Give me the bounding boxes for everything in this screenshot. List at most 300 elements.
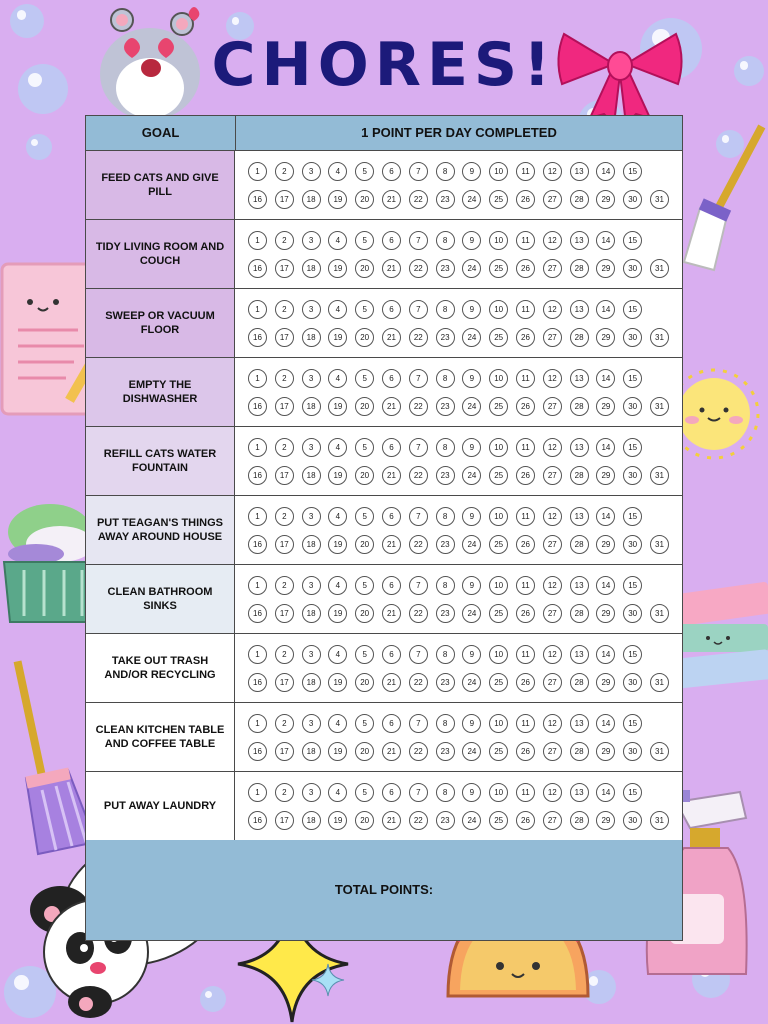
day-circle[interactable]: 4: [328, 576, 347, 595]
day-circle[interactable]: 15: [623, 300, 642, 319]
day-circle[interactable]: 10: [489, 507, 508, 526]
day-circle[interactable]: 31: [650, 397, 669, 416]
day-circle[interactable]: 27: [543, 604, 562, 623]
day-circle[interactable]: 20: [355, 190, 374, 209]
day-circle[interactable]: 14: [596, 162, 615, 181]
day-circle[interactable]: 4: [328, 438, 347, 457]
day-circle[interactable]: 12: [543, 783, 562, 802]
day-circle[interactable]: 24: [462, 535, 481, 554]
day-circle[interactable]: 1: [248, 300, 267, 319]
day-circle[interactable]: 18: [302, 811, 321, 830]
day-circle[interactable]: 5: [355, 714, 374, 733]
day-circle[interactable]: 8: [436, 300, 455, 319]
day-circle[interactable]: 2: [275, 783, 294, 802]
day-circle[interactable]: 16: [248, 397, 267, 416]
day-circle[interactable]: 3: [302, 162, 321, 181]
day-circle[interactable]: 10: [489, 714, 508, 733]
day-circle[interactable]: 25: [489, 466, 508, 485]
day-circle[interactable]: 30: [623, 328, 642, 347]
day-circle[interactable]: 18: [302, 742, 321, 761]
day-circle[interactable]: 29: [596, 811, 615, 830]
day-circle[interactable]: 13: [570, 783, 589, 802]
day-circle[interactable]: 18: [302, 397, 321, 416]
day-circle[interactable]: 25: [489, 328, 508, 347]
day-circle[interactable]: 18: [302, 328, 321, 347]
day-circle[interactable]: 13: [570, 162, 589, 181]
day-circle[interactable]: 11: [516, 231, 535, 250]
day-circle[interactable]: 31: [650, 604, 669, 623]
day-circle[interactable]: 23: [436, 397, 455, 416]
day-circle[interactable]: 26: [516, 604, 535, 623]
day-circle[interactable]: 6: [382, 576, 401, 595]
day-circle[interactable]: 26: [516, 328, 535, 347]
day-circle[interactable]: 14: [596, 645, 615, 664]
day-circle[interactable]: 22: [409, 535, 428, 554]
day-circle[interactable]: 19: [328, 328, 347, 347]
day-circle[interactable]: 12: [543, 576, 562, 595]
day-circle[interactable]: 11: [516, 714, 535, 733]
day-circle[interactable]: 20: [355, 673, 374, 692]
day-circle[interactable]: 1: [248, 369, 267, 388]
day-circle[interactable]: 10: [489, 576, 508, 595]
day-circle[interactable]: 17: [275, 466, 294, 485]
day-circle[interactable]: 6: [382, 162, 401, 181]
day-circle[interactable]: 16: [248, 535, 267, 554]
day-circle[interactable]: 16: [248, 811, 267, 830]
day-circle[interactable]: 4: [328, 369, 347, 388]
day-circle[interactable]: 21: [382, 535, 401, 554]
day-circle[interactable]: 9: [462, 369, 481, 388]
day-circle[interactable]: 19: [328, 742, 347, 761]
day-circle[interactable]: 3: [302, 714, 321, 733]
day-circle[interactable]: 27: [543, 328, 562, 347]
day-circle[interactable]: 22: [409, 604, 428, 623]
day-circle[interactable]: 15: [623, 645, 642, 664]
day-circle[interactable]: 25: [489, 397, 508, 416]
day-circle[interactable]: 20: [355, 811, 374, 830]
day-circle[interactable]: 28: [570, 811, 589, 830]
day-circle[interactable]: 5: [355, 162, 374, 181]
day-circle[interactable]: 2: [275, 576, 294, 595]
day-circle[interactable]: 20: [355, 328, 374, 347]
day-circle[interactable]: 27: [543, 190, 562, 209]
day-circle[interactable]: 20: [355, 535, 374, 554]
day-circle[interactable]: 18: [302, 535, 321, 554]
day-circle[interactable]: 14: [596, 714, 615, 733]
day-circle[interactable]: 10: [489, 438, 508, 457]
day-circle[interactable]: 2: [275, 231, 294, 250]
day-circle[interactable]: 27: [543, 673, 562, 692]
day-circle[interactable]: 3: [302, 438, 321, 457]
day-circle[interactable]: 26: [516, 535, 535, 554]
day-circle[interactable]: 31: [650, 673, 669, 692]
day-circle[interactable]: 9: [462, 507, 481, 526]
day-circle[interactable]: 19: [328, 535, 347, 554]
day-circle[interactable]: 12: [543, 507, 562, 526]
day-circle[interactable]: 13: [570, 438, 589, 457]
day-circle[interactable]: 7: [409, 438, 428, 457]
day-circle[interactable]: 5: [355, 438, 374, 457]
day-circle[interactable]: 21: [382, 604, 401, 623]
day-circle[interactable]: 24: [462, 742, 481, 761]
day-circle[interactable]: 17: [275, 604, 294, 623]
day-circle[interactable]: 19: [328, 811, 347, 830]
day-circle[interactable]: 13: [570, 300, 589, 319]
day-circle[interactable]: 28: [570, 466, 589, 485]
day-circle[interactable]: 17: [275, 742, 294, 761]
day-circle[interactable]: 6: [382, 438, 401, 457]
day-circle[interactable]: 18: [302, 466, 321, 485]
day-circle[interactable]: 19: [328, 604, 347, 623]
day-circle[interactable]: 11: [516, 300, 535, 319]
day-circle[interactable]: 4: [328, 714, 347, 733]
day-circle[interactable]: 5: [355, 369, 374, 388]
day-circle[interactable]: 3: [302, 645, 321, 664]
day-circle[interactable]: 31: [650, 811, 669, 830]
day-circle[interactable]: 18: [302, 673, 321, 692]
day-circle[interactable]: 26: [516, 190, 535, 209]
day-circle[interactable]: 27: [543, 742, 562, 761]
day-circle[interactable]: 29: [596, 190, 615, 209]
day-circle[interactable]: 30: [623, 397, 642, 416]
day-circle[interactable]: 17: [275, 328, 294, 347]
day-circle[interactable]: 1: [248, 438, 267, 457]
day-circle[interactable]: 25: [489, 190, 508, 209]
day-circle[interactable]: 30: [623, 535, 642, 554]
day-circle[interactable]: 23: [436, 259, 455, 278]
day-circle[interactable]: 16: [248, 259, 267, 278]
day-circle[interactable]: 28: [570, 673, 589, 692]
day-circle[interactable]: 15: [623, 714, 642, 733]
day-circle[interactable]: 2: [275, 645, 294, 664]
day-circle[interactable]: 7: [409, 507, 428, 526]
day-circle[interactable]: 6: [382, 714, 401, 733]
day-circle[interactable]: 27: [543, 811, 562, 830]
day-circle[interactable]: 11: [516, 369, 535, 388]
day-circle[interactable]: 16: [248, 328, 267, 347]
day-circle[interactable]: 26: [516, 811, 535, 830]
day-circle[interactable]: 15: [623, 783, 642, 802]
day-circle[interactable]: 10: [489, 231, 508, 250]
day-circle[interactable]: 9: [462, 714, 481, 733]
day-circle[interactable]: 12: [543, 162, 562, 181]
day-circle[interactable]: 31: [650, 328, 669, 347]
day-circle[interactable]: 29: [596, 466, 615, 485]
day-circle[interactable]: 2: [275, 438, 294, 457]
day-circle[interactable]: 7: [409, 714, 428, 733]
day-circle[interactable]: 3: [302, 369, 321, 388]
day-circle[interactable]: 8: [436, 438, 455, 457]
day-circle[interactable]: 9: [462, 438, 481, 457]
day-circle[interactable]: 10: [489, 162, 508, 181]
day-circle[interactable]: 11: [516, 507, 535, 526]
day-circle[interactable]: 9: [462, 783, 481, 802]
day-circle[interactable]: 2: [275, 507, 294, 526]
day-circle[interactable]: 21: [382, 328, 401, 347]
day-circle[interactable]: 1: [248, 783, 267, 802]
day-circle[interactable]: 24: [462, 328, 481, 347]
day-circle[interactable]: 14: [596, 231, 615, 250]
day-circle[interactable]: 21: [382, 190, 401, 209]
day-circle[interactable]: 21: [382, 811, 401, 830]
day-circle[interactable]: 17: [275, 397, 294, 416]
day-circle[interactable]: 14: [596, 576, 615, 595]
day-circle[interactable]: 19: [328, 190, 347, 209]
day-circle[interactable]: 29: [596, 328, 615, 347]
day-circle[interactable]: 3: [302, 576, 321, 595]
day-circle[interactable]: 31: [650, 190, 669, 209]
day-circle[interactable]: 27: [543, 535, 562, 554]
day-circle[interactable]: 10: [489, 300, 508, 319]
day-circle[interactable]: 6: [382, 231, 401, 250]
day-circle[interactable]: 25: [489, 604, 508, 623]
day-circle[interactable]: 15: [623, 231, 642, 250]
day-circle[interactable]: 9: [462, 231, 481, 250]
day-circle[interactable]: 16: [248, 742, 267, 761]
day-circle[interactable]: 17: [275, 190, 294, 209]
day-circle[interactable]: 22: [409, 328, 428, 347]
day-circle[interactable]: 24: [462, 259, 481, 278]
day-circle[interactable]: 7: [409, 162, 428, 181]
day-circle[interactable]: 20: [355, 742, 374, 761]
day-circle[interactable]: 6: [382, 645, 401, 664]
day-circle[interactable]: 17: [275, 535, 294, 554]
day-circle[interactable]: 28: [570, 190, 589, 209]
day-circle[interactable]: 14: [596, 507, 615, 526]
day-circle[interactable]: 28: [570, 259, 589, 278]
day-circle[interactable]: 2: [275, 162, 294, 181]
day-circle[interactable]: 10: [489, 645, 508, 664]
day-circle[interactable]: 13: [570, 507, 589, 526]
day-circle[interactable]: 23: [436, 535, 455, 554]
day-circle[interactable]: 24: [462, 466, 481, 485]
day-circle[interactable]: 16: [248, 673, 267, 692]
day-circle[interactable]: 5: [355, 300, 374, 319]
day-circle[interactable]: 16: [248, 604, 267, 623]
day-circle[interactable]: 23: [436, 604, 455, 623]
day-circle[interactable]: 11: [516, 162, 535, 181]
day-circle[interactable]: 19: [328, 259, 347, 278]
day-circle[interactable]: 23: [436, 190, 455, 209]
day-circle[interactable]: 17: [275, 259, 294, 278]
day-circle[interactable]: 1: [248, 162, 267, 181]
day-circle[interactable]: 7: [409, 576, 428, 595]
day-circle[interactable]: 4: [328, 645, 347, 664]
day-circle[interactable]: 31: [650, 466, 669, 485]
day-circle[interactable]: 12: [543, 300, 562, 319]
day-circle[interactable]: 22: [409, 190, 428, 209]
day-circle[interactable]: 11: [516, 576, 535, 595]
day-circle[interactable]: 8: [436, 507, 455, 526]
day-circle[interactable]: 26: [516, 259, 535, 278]
day-circle[interactable]: 19: [328, 397, 347, 416]
day-circle[interactable]: 16: [248, 190, 267, 209]
day-circle[interactable]: 12: [543, 714, 562, 733]
day-circle[interactable]: 30: [623, 604, 642, 623]
day-circle[interactable]: 25: [489, 742, 508, 761]
day-circle[interactable]: 23: [436, 742, 455, 761]
day-circle[interactable]: 11: [516, 438, 535, 457]
day-circle[interactable]: 25: [489, 535, 508, 554]
day-circle[interactable]: 14: [596, 300, 615, 319]
day-circle[interactable]: 2: [275, 714, 294, 733]
day-circle[interactable]: 1: [248, 576, 267, 595]
day-circle[interactable]: 17: [275, 811, 294, 830]
day-circle[interactable]: 13: [570, 369, 589, 388]
day-circle[interactable]: 29: [596, 742, 615, 761]
day-circle[interactable]: 2: [275, 369, 294, 388]
day-circle[interactable]: 12: [543, 438, 562, 457]
day-circle[interactable]: 19: [328, 673, 347, 692]
day-circle[interactable]: 17: [275, 673, 294, 692]
day-circle[interactable]: 3: [302, 231, 321, 250]
day-circle[interactable]: 29: [596, 259, 615, 278]
day-circle[interactable]: 29: [596, 535, 615, 554]
day-circle[interactable]: 29: [596, 604, 615, 623]
day-circle[interactable]: 13: [570, 576, 589, 595]
day-circle[interactable]: 23: [436, 811, 455, 830]
day-circle[interactable]: 30: [623, 742, 642, 761]
day-circle[interactable]: 18: [302, 190, 321, 209]
day-circle[interactable]: 15: [623, 438, 642, 457]
day-circle[interactable]: 12: [543, 369, 562, 388]
day-circle[interactable]: 30: [623, 673, 642, 692]
day-circle[interactable]: 30: [623, 811, 642, 830]
day-circle[interactable]: 26: [516, 397, 535, 416]
day-circle[interactable]: 24: [462, 811, 481, 830]
day-circle[interactable]: 10: [489, 369, 508, 388]
day-circle[interactable]: 9: [462, 645, 481, 664]
day-circle[interactable]: 8: [436, 231, 455, 250]
day-circle[interactable]: 22: [409, 466, 428, 485]
day-circle[interactable]: 28: [570, 535, 589, 554]
day-circle[interactable]: 12: [543, 231, 562, 250]
day-circle[interactable]: 15: [623, 162, 642, 181]
day-circle[interactable]: 3: [302, 507, 321, 526]
day-circle[interactable]: 5: [355, 783, 374, 802]
day-circle[interactable]: 7: [409, 783, 428, 802]
day-circle[interactable]: 7: [409, 645, 428, 664]
day-circle[interactable]: 24: [462, 673, 481, 692]
day-circle[interactable]: 27: [543, 466, 562, 485]
day-circle[interactable]: 14: [596, 783, 615, 802]
day-circle[interactable]: 23: [436, 466, 455, 485]
day-circle[interactable]: 1: [248, 507, 267, 526]
day-circle[interactable]: 28: [570, 742, 589, 761]
day-circle[interactable]: 19: [328, 466, 347, 485]
day-circle[interactable]: 30: [623, 466, 642, 485]
day-circle[interactable]: 18: [302, 259, 321, 278]
day-circle[interactable]: 8: [436, 714, 455, 733]
day-circle[interactable]: 7: [409, 369, 428, 388]
day-circle[interactable]: 8: [436, 369, 455, 388]
day-circle[interactable]: 14: [596, 438, 615, 457]
day-circle[interactable]: 22: [409, 742, 428, 761]
day-circle[interactable]: 10: [489, 783, 508, 802]
day-circle[interactable]: 26: [516, 466, 535, 485]
day-circle[interactable]: 20: [355, 604, 374, 623]
day-circle[interactable]: 21: [382, 397, 401, 416]
day-circle[interactable]: 23: [436, 328, 455, 347]
day-circle[interactable]: 30: [623, 259, 642, 278]
day-circle[interactable]: 6: [382, 783, 401, 802]
day-circle[interactable]: 21: [382, 259, 401, 278]
day-circle[interactable]: 21: [382, 673, 401, 692]
day-circle[interactable]: 2: [275, 300, 294, 319]
day-circle[interactable]: 9: [462, 300, 481, 319]
day-circle[interactable]: 13: [570, 714, 589, 733]
day-circle[interactable]: 24: [462, 190, 481, 209]
day-circle[interactable]: 6: [382, 300, 401, 319]
day-circle[interactable]: 13: [570, 231, 589, 250]
day-circle[interactable]: 14: [596, 369, 615, 388]
day-circle[interactable]: 3: [302, 783, 321, 802]
day-circle[interactable]: 26: [516, 742, 535, 761]
day-circle[interactable]: 20: [355, 259, 374, 278]
day-circle[interactable]: 23: [436, 673, 455, 692]
day-circle[interactable]: 31: [650, 535, 669, 554]
day-circle[interactable]: 8: [436, 576, 455, 595]
day-circle[interactable]: 24: [462, 397, 481, 416]
day-circle[interactable]: 29: [596, 397, 615, 416]
day-circle[interactable]: 1: [248, 231, 267, 250]
day-circle[interactable]: 12: [543, 645, 562, 664]
day-circle[interactable]: 26: [516, 673, 535, 692]
day-circle[interactable]: 9: [462, 162, 481, 181]
day-circle[interactable]: 27: [543, 397, 562, 416]
day-circle[interactable]: 22: [409, 397, 428, 416]
day-circle[interactable]: 7: [409, 231, 428, 250]
day-circle[interactable]: 4: [328, 783, 347, 802]
day-circle[interactable]: 5: [355, 231, 374, 250]
day-circle[interactable]: 25: [489, 259, 508, 278]
day-circle[interactable]: 4: [328, 231, 347, 250]
day-circle[interactable]: 5: [355, 507, 374, 526]
day-circle[interactable]: 8: [436, 645, 455, 664]
day-circle[interactable]: 30: [623, 190, 642, 209]
day-circle[interactable]: 11: [516, 645, 535, 664]
day-circle[interactable]: 6: [382, 507, 401, 526]
day-circle[interactable]: 4: [328, 162, 347, 181]
day-circle[interactable]: 27: [543, 259, 562, 278]
day-circle[interactable]: 28: [570, 328, 589, 347]
day-circle[interactable]: 8: [436, 783, 455, 802]
day-circle[interactable]: 31: [650, 259, 669, 278]
day-circle[interactable]: 25: [489, 811, 508, 830]
day-circle[interactable]: 5: [355, 645, 374, 664]
day-circle[interactable]: 21: [382, 742, 401, 761]
day-circle[interactable]: 4: [328, 300, 347, 319]
day-circle[interactable]: 9: [462, 576, 481, 595]
day-circle[interactable]: 3: [302, 300, 321, 319]
day-circle[interactable]: 7: [409, 300, 428, 319]
day-circle[interactable]: 21: [382, 466, 401, 485]
day-circle[interactable]: 31: [650, 742, 669, 761]
day-circle[interactable]: 4: [328, 507, 347, 526]
day-circle[interactable]: 8: [436, 162, 455, 181]
day-circle[interactable]: 11: [516, 783, 535, 802]
day-circle[interactable]: 20: [355, 466, 374, 485]
day-circle[interactable]: 15: [623, 576, 642, 595]
day-circle[interactable]: 25: [489, 673, 508, 692]
day-circle[interactable]: 13: [570, 645, 589, 664]
day-circle[interactable]: 15: [623, 369, 642, 388]
day-circle[interactable]: 29: [596, 673, 615, 692]
day-circle[interactable]: 1: [248, 645, 267, 664]
day-circle[interactable]: 16: [248, 466, 267, 485]
day-circle[interactable]: 22: [409, 811, 428, 830]
day-circle[interactable]: 1: [248, 714, 267, 733]
